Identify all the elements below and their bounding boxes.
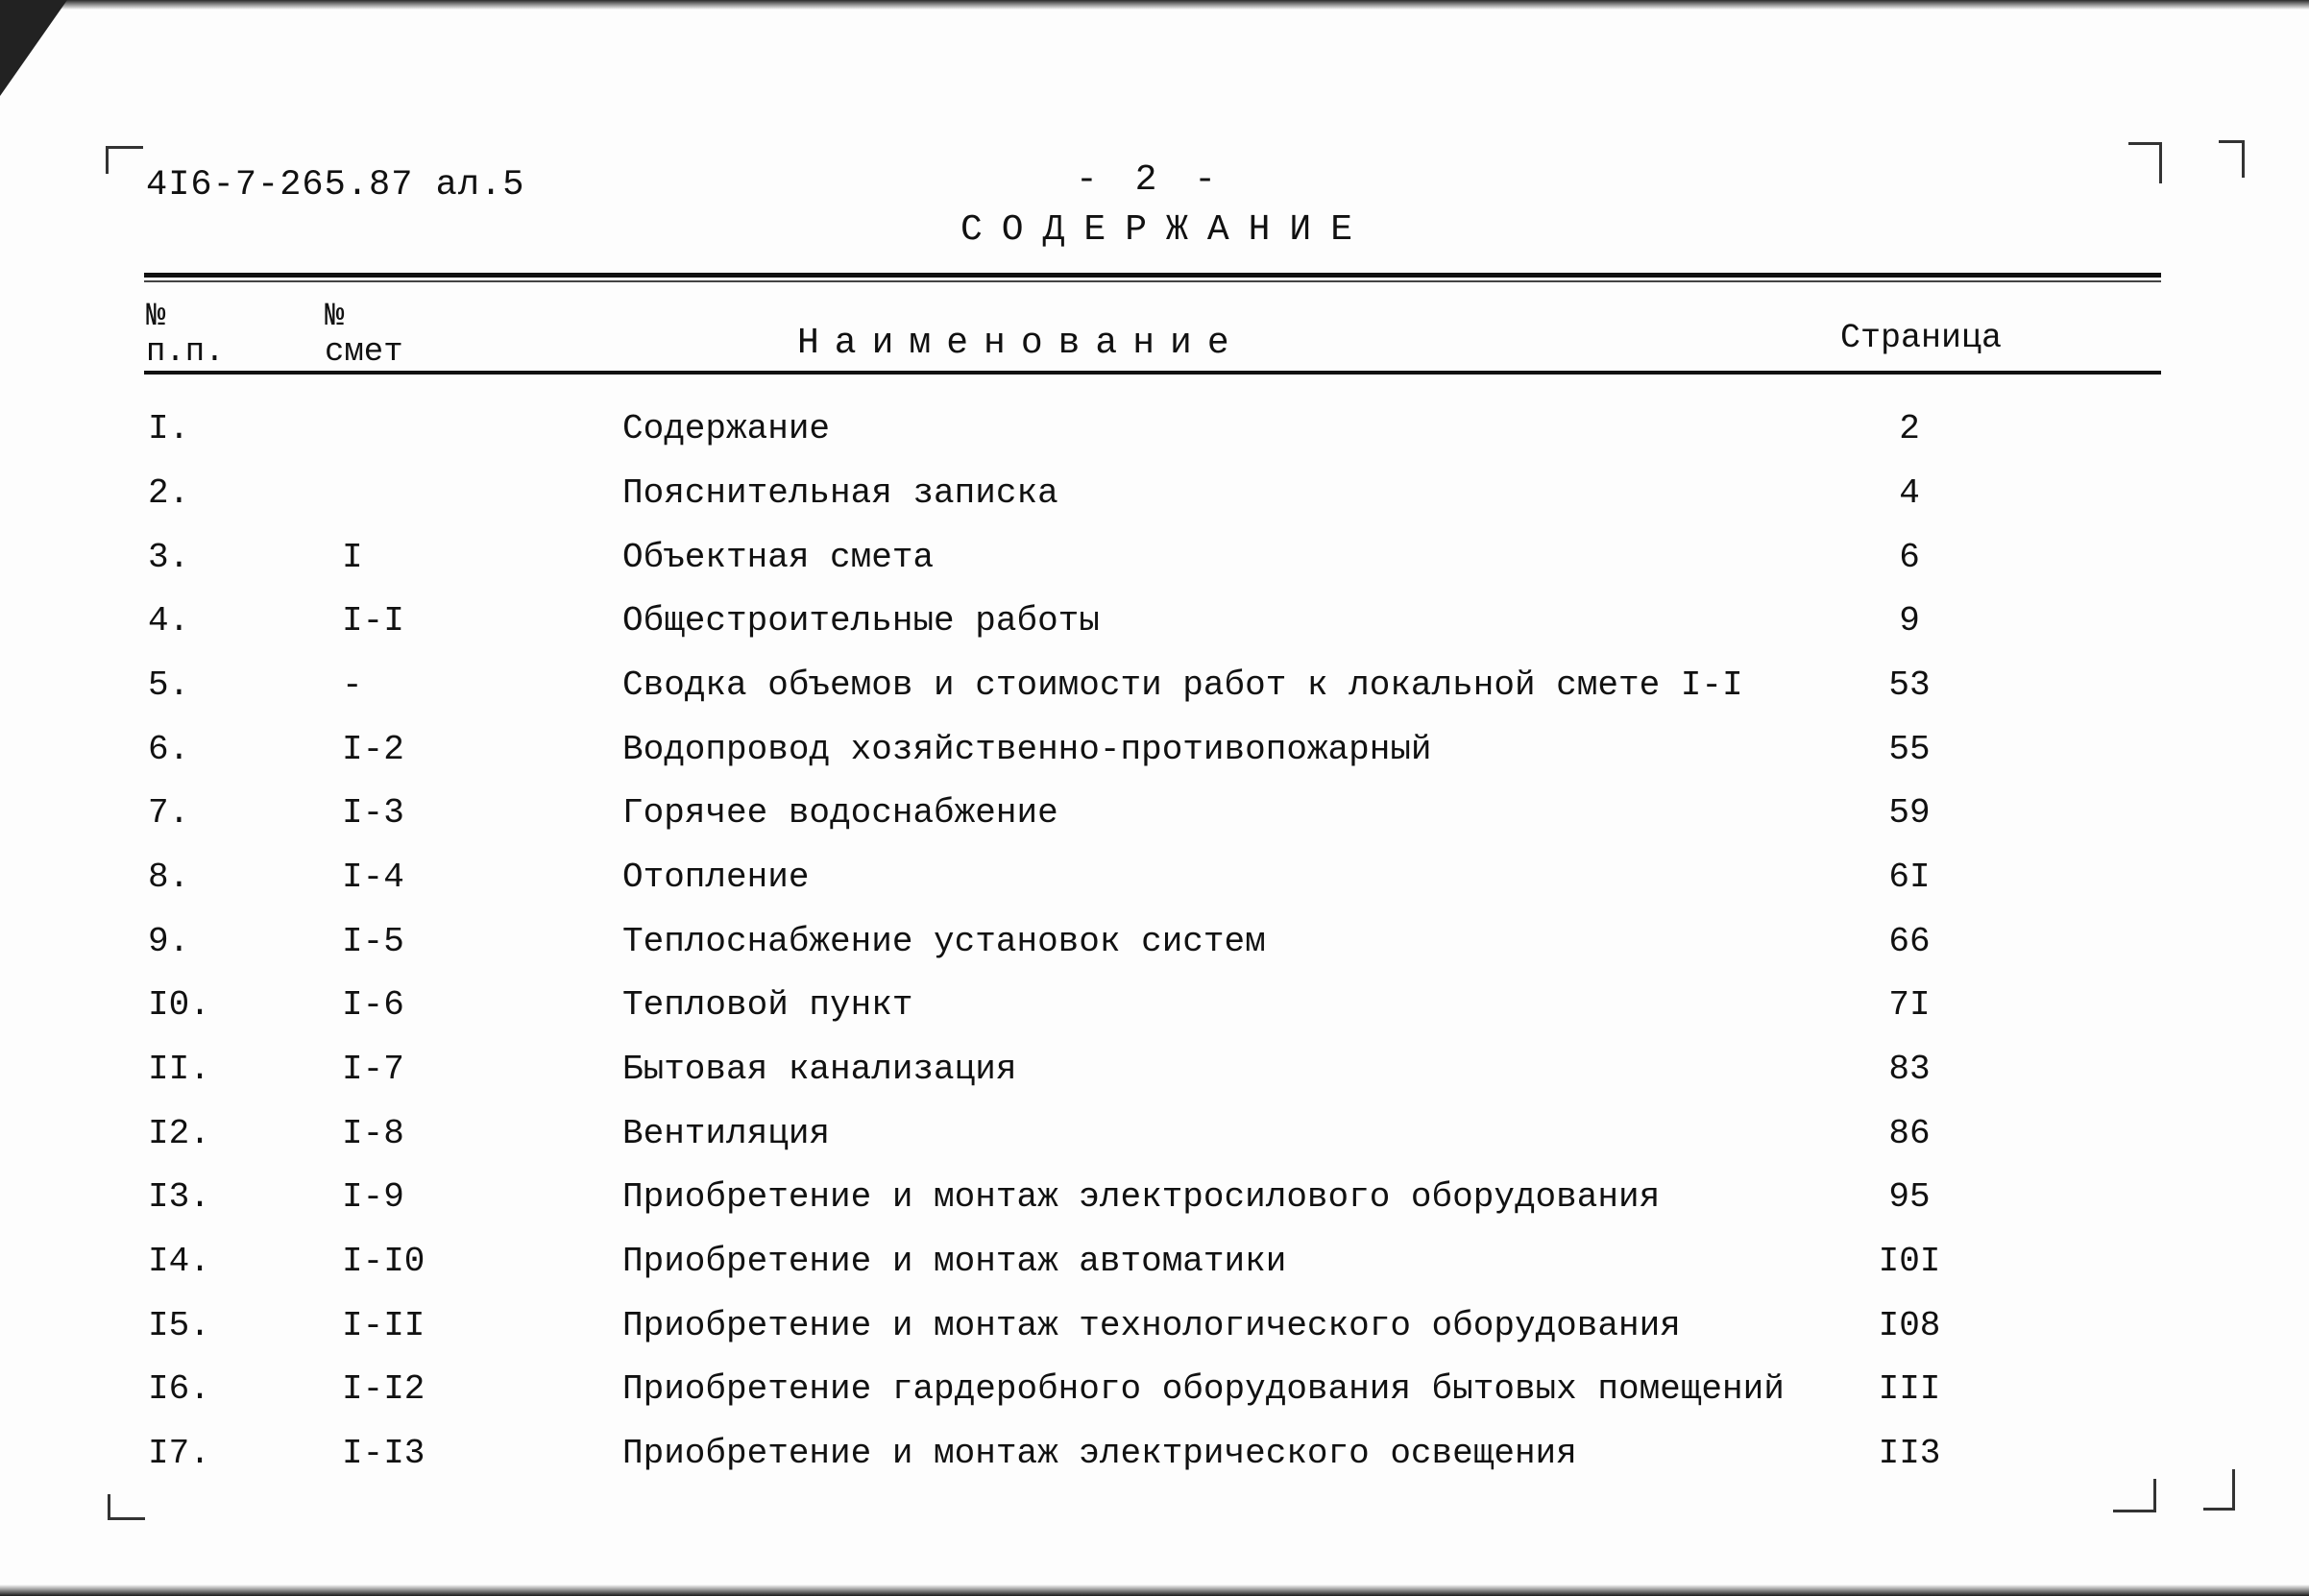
row-page: III (1878, 1369, 1941, 1409)
row-page: 2 (1899, 409, 1920, 448)
page-number: - 2 - (1076, 159, 1225, 201)
row-number: I4. (148, 1242, 210, 1281)
row-estimate: I-9 (342, 1177, 404, 1217)
row-page: II3 (1878, 1434, 1941, 1473)
row-name: Водопровод хозяйственно-противопожарный (622, 730, 1432, 769)
header-name-column: Наименование (797, 323, 1245, 364)
table-row (0, 409, 2309, 472)
row-number: I2. (148, 1114, 210, 1153)
table-row (0, 1114, 2309, 1177)
scan-edge-bottom (0, 1584, 2309, 1596)
header-estimate-column (325, 300, 403, 372)
table-row (0, 985, 2309, 1049)
row-number: 3. (148, 538, 190, 577)
row-name: Горячее водоснабжение (622, 793, 1058, 833)
table-row (0, 858, 2309, 921)
row-name: Отопление (622, 858, 810, 897)
row-estimate: I-8 (342, 1114, 404, 1153)
table-header-rule (144, 371, 2161, 375)
row-number: I7. (148, 1434, 210, 1473)
table-row (0, 1242, 2309, 1305)
row-page: 6 (1899, 538, 1920, 577)
table-row (0, 793, 2309, 857)
scan-edge-top (0, 0, 2309, 10)
row-estimate: I-3 (342, 793, 404, 833)
row-estimate: - (342, 665, 363, 705)
table-row (0, 601, 2309, 665)
corner-mark-top-right (2128, 142, 2162, 183)
row-page: I0I (1878, 1242, 1941, 1281)
table-row (0, 730, 2309, 793)
row-page: 7I (1888, 985, 1931, 1025)
row-number: I. (148, 409, 190, 448)
row-name: Объектная смета (622, 538, 935, 577)
row-page: 83 (1888, 1050, 1931, 1089)
header-number-symbol: № (146, 299, 166, 335)
table-row (0, 665, 2309, 729)
row-page: 6I (1888, 858, 1931, 897)
row-estimate: I-II (342, 1306, 425, 1345)
row-name: Приобретение и монтаж технологического оборудования (622, 1306, 1681, 1345)
row-number: 5. (148, 665, 190, 705)
row-number: 2. (148, 473, 190, 513)
corner-mark-bottom-left (108, 1494, 145, 1520)
row-estimate: I-7 (342, 1050, 404, 1089)
row-number: 9. (148, 922, 190, 961)
row-number: 7. (148, 793, 190, 833)
row-estimate: I-6 (342, 985, 404, 1025)
row-estimate: I-5 (342, 922, 404, 961)
row-name: Приобретение гардеробного оборудования бытовых помещений (622, 1369, 1785, 1409)
header-number-label: п.п. (146, 334, 225, 372)
row-page: I08 (1878, 1306, 1941, 1345)
row-page: 4 (1899, 473, 1920, 513)
row-number: I6. (148, 1369, 210, 1409)
row-number: 8. (148, 858, 190, 897)
row-number: II. (148, 1050, 210, 1089)
row-estimate: I (342, 538, 363, 577)
row-number: I3. (148, 1177, 210, 1217)
row-name: Вентиляция (622, 1114, 831, 1153)
row-number: 4. (148, 601, 190, 641)
folded-corner (0, 0, 67, 96)
row-estimate: I-2 (342, 730, 404, 769)
row-page: 86 (1888, 1114, 1931, 1153)
row-name: Приобретение и монтаж электросилового оборудования (622, 1177, 1661, 1217)
table-row (0, 538, 2309, 601)
header-page-column: Страница (1840, 319, 2003, 357)
header-estimate-label: смет (325, 334, 403, 372)
row-number: I0. (148, 985, 210, 1025)
table-row (0, 473, 2309, 537)
row-page: 55 (1888, 730, 1931, 769)
row-page: 53 (1888, 665, 1931, 705)
row-name: Приобретение и монтаж автоматики (622, 1242, 1287, 1281)
table-top-rule-thin (144, 280, 2161, 282)
row-name: Пояснительная записка (622, 473, 1058, 513)
row-name: Содержание (622, 409, 831, 448)
row-name: Сводка объемов и стоимости работ к локальной смете I-I (622, 665, 1743, 705)
row-number: I5. (148, 1306, 210, 1345)
table-row (0, 922, 2309, 985)
header-number-column (146, 300, 225, 372)
table-row (0, 1434, 2309, 1497)
row-estimate: I-I3 (342, 1434, 425, 1473)
corner-mark-top-right-outer (2219, 140, 2245, 178)
row-name: Бытовая канализация (622, 1050, 1017, 1089)
row-page: 59 (1888, 793, 1931, 833)
document-code: 4I6-7-265.87 ал.5 (146, 165, 525, 206)
row-page: 95 (1888, 1177, 1931, 1217)
corner-mark-top-left (106, 146, 143, 174)
row-name: Приобретение и монтаж электрического освещения (622, 1434, 1577, 1473)
table-row (0, 1306, 2309, 1369)
header-estimate-symbol: № (325, 299, 345, 335)
table-row (0, 1369, 2309, 1433)
row-name: Общестроительные работы (622, 601, 1100, 641)
row-estimate: I-I (342, 601, 404, 641)
table-row (0, 1177, 2309, 1241)
row-page: 66 (1888, 922, 1931, 961)
document-title: СОДЕРЖАНИЕ (960, 209, 1373, 251)
table-top-rule (144, 273, 2161, 278)
row-estimate: I-4 (342, 858, 404, 897)
row-estimate: I-I2 (342, 1369, 425, 1409)
table-row (0, 1050, 2309, 1113)
row-estimate: I-I0 (342, 1242, 425, 1281)
row-number: 6. (148, 730, 190, 769)
row-page: 9 (1899, 601, 1920, 641)
row-name: Тепловой пункт (622, 985, 913, 1025)
row-name: Теплоснабжение установок систем (622, 922, 1266, 961)
